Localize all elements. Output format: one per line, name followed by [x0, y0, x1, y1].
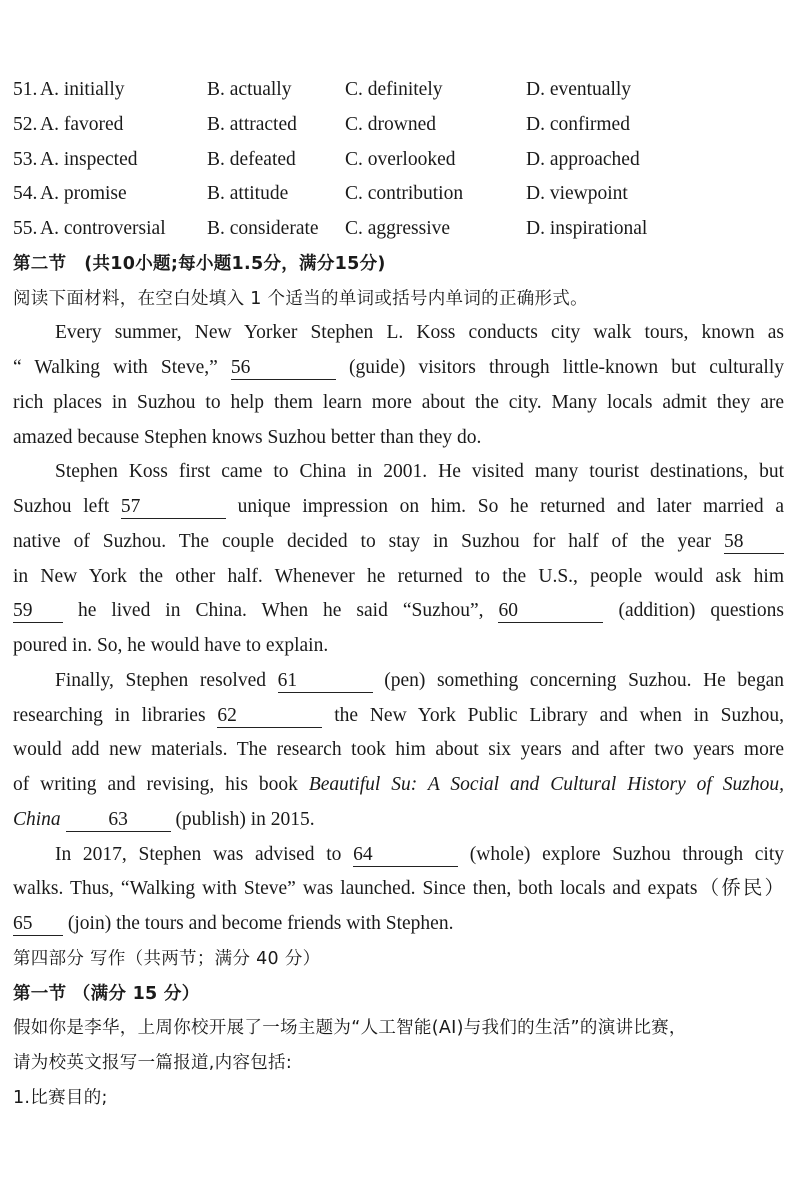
answer-blank: 63: [66, 809, 171, 832]
text-segment: of writing and revising, his book: [13, 774, 309, 795]
text-segment: 假如你是李华，上周你校开展了一场主题为“人工智能(AI)与我们的生活”的演讲比赛，: [13, 1018, 687, 1039]
text-line: [13, 493, 784, 521]
text-line: [13, 1084, 784, 1112]
option-d: D. approached: [526, 148, 640, 170]
text-segment: unique impression on him. So he returned and later married a: [225, 496, 784, 517]
text-line: [13, 1014, 784, 1042]
text-segment: Suzhou left: [13, 496, 121, 517]
text-segment: walks. Thus, “Walking with Steve” was launched. Since then, both locals and expats（侨民）: [13, 878, 784, 900]
option-d: D. confirmed: [526, 113, 630, 135]
text-line: [13, 389, 784, 417]
option-a: A. initially: [40, 79, 125, 100]
text-segment: researching in libraries: [13, 704, 218, 726]
option-d: D. viewpoint: [526, 183, 628, 205]
text-line: [13, 771, 784, 799]
text-segment: (guide) visitors through little-known but culturally: [335, 357, 784, 378]
text-segment: 1.比赛目的;: [13, 1087, 108, 1108]
option-b: B. attracted: [207, 113, 297, 135]
text-segment: (addition) questions: [603, 600, 784, 622]
text-segment: would add new materials. The research took him about six years and after two years more: [13, 739, 784, 761]
text-line: [13, 528, 784, 556]
text-segment: 第一节 （满分 15 分）: [13, 983, 200, 1004]
option-c: C. aggressive: [345, 218, 451, 239]
text-line: [13, 597, 784, 625]
answer-blank: 62: [217, 705, 322, 728]
text-segment: “ Walking with Steve,”: [13, 357, 231, 378]
option-a: A. promise: [40, 183, 127, 205]
text-segment: poured in. So, he would have to explain.: [13, 635, 329, 656]
answer-blank: 56: [231, 357, 336, 380]
text-line: [13, 563, 784, 591]
text-segment: rich places in Suzhou to help them learn more about the city. Many locals admit they are: [13, 391, 784, 413]
answer-blank: 64: [353, 844, 458, 867]
text-segment: Every summer, New Yorker Stephen L. Koss conducts city walk tours, known as: [55, 322, 784, 344]
text-line: [13, 841, 784, 869]
question-number: 51.: [13, 79, 38, 100]
option-b: B. considerate: [207, 218, 319, 239]
option-b: B. defeated: [207, 148, 296, 170]
text-segment: (join) the tours and become friends with Stephen.: [63, 913, 454, 934]
answer-blank: 58: [724, 531, 784, 554]
text-line: [13, 1049, 784, 1077]
text-segment: 阅读下面材料，在空白处填入 1 个适当的单词或括号内单词的正确形式。: [13, 288, 588, 309]
answer-blank: 57: [121, 496, 226, 519]
text-line: [13, 875, 784, 903]
text-segment: in New York the other half. Whenever he returned to the U.S., people would ask him: [13, 565, 784, 587]
answer-blank: 61: [278, 670, 373, 693]
book-title: Beautiful Su: A Social and Cultural History of Suzhou,: [308, 774, 784, 795]
text-line: [13, 945, 784, 973]
text-line: [13, 250, 784, 278]
option-a: A. favored: [40, 113, 124, 135]
text-line: [13, 354, 784, 382]
answer-blank: 60: [498, 600, 603, 623]
text-segment: 请为校英文报写一篇报道,内容包括:: [13, 1053, 293, 1073]
book-title: China: [13, 808, 61, 830]
text-line: [13, 702, 784, 730]
option-c: C. contribution: [345, 183, 464, 205]
text-segment: the New York Public Library and when in Suzhou,: [322, 704, 784, 726]
text-line: [13, 458, 784, 486]
option-d: D. eventually: [526, 79, 632, 100]
text-line: [13, 424, 784, 452]
text-segment: In 2017, Stephen was advised to: [55, 843, 354, 865]
text-line: [13, 319, 784, 347]
text-line: [13, 910, 784, 938]
question-number: 52.: [13, 113, 38, 135]
answer-blank: 65: [13, 913, 63, 936]
option-a: A. inspected: [40, 148, 138, 170]
text-line: [13, 980, 784, 1008]
text-line: [13, 806, 784, 834]
text-segment: Stephen Koss first came to China in 2001. He visited many tourist destinations, but: [55, 461, 784, 483]
text-segment: 第四部分 写作（共两节；满分 40 分）: [13, 948, 321, 969]
option-c: C. drowned: [345, 113, 436, 135]
text-segment: (publish) in 2015.: [170, 808, 315, 830]
text-segment: 第二节 (共10小题;每小题1.5分，满分15分): [13, 253, 386, 274]
option-b: B. actually: [207, 79, 292, 100]
text-line: [13, 667, 784, 695]
text-segment: (whole) explore Suzhou through city: [458, 843, 784, 865]
text-segment: native of Suzhou. The couple decided to stay in Suzhou for half of the year: [13, 530, 724, 552]
text-segment: (pen) something concerning Suzhou. He began: [372, 669, 784, 691]
text-segment: amazed because Stephen knows Suzhou better than they do.: [13, 426, 482, 448]
question-number: 55.: [13, 218, 38, 239]
option-c: C. definitely: [345, 79, 443, 100]
text-segment: Finally, Stephen resolved: [55, 669, 278, 691]
option-d: D. inspirational: [526, 218, 648, 239]
option-c: C. overlooked: [345, 148, 456, 170]
text-segment: he lived in China. When he said “Suzhou”,: [63, 600, 499, 622]
answer-blank: 59: [13, 600, 63, 623]
text-line: [13, 285, 784, 313]
option-a: A. controversial: [40, 218, 166, 239]
text-line: [13, 632, 784, 660]
text-line: [13, 736, 784, 764]
question-number: 53.: [13, 148, 38, 170]
option-b: B. attitude: [207, 183, 289, 205]
question-number: 54.: [13, 183, 38, 205]
